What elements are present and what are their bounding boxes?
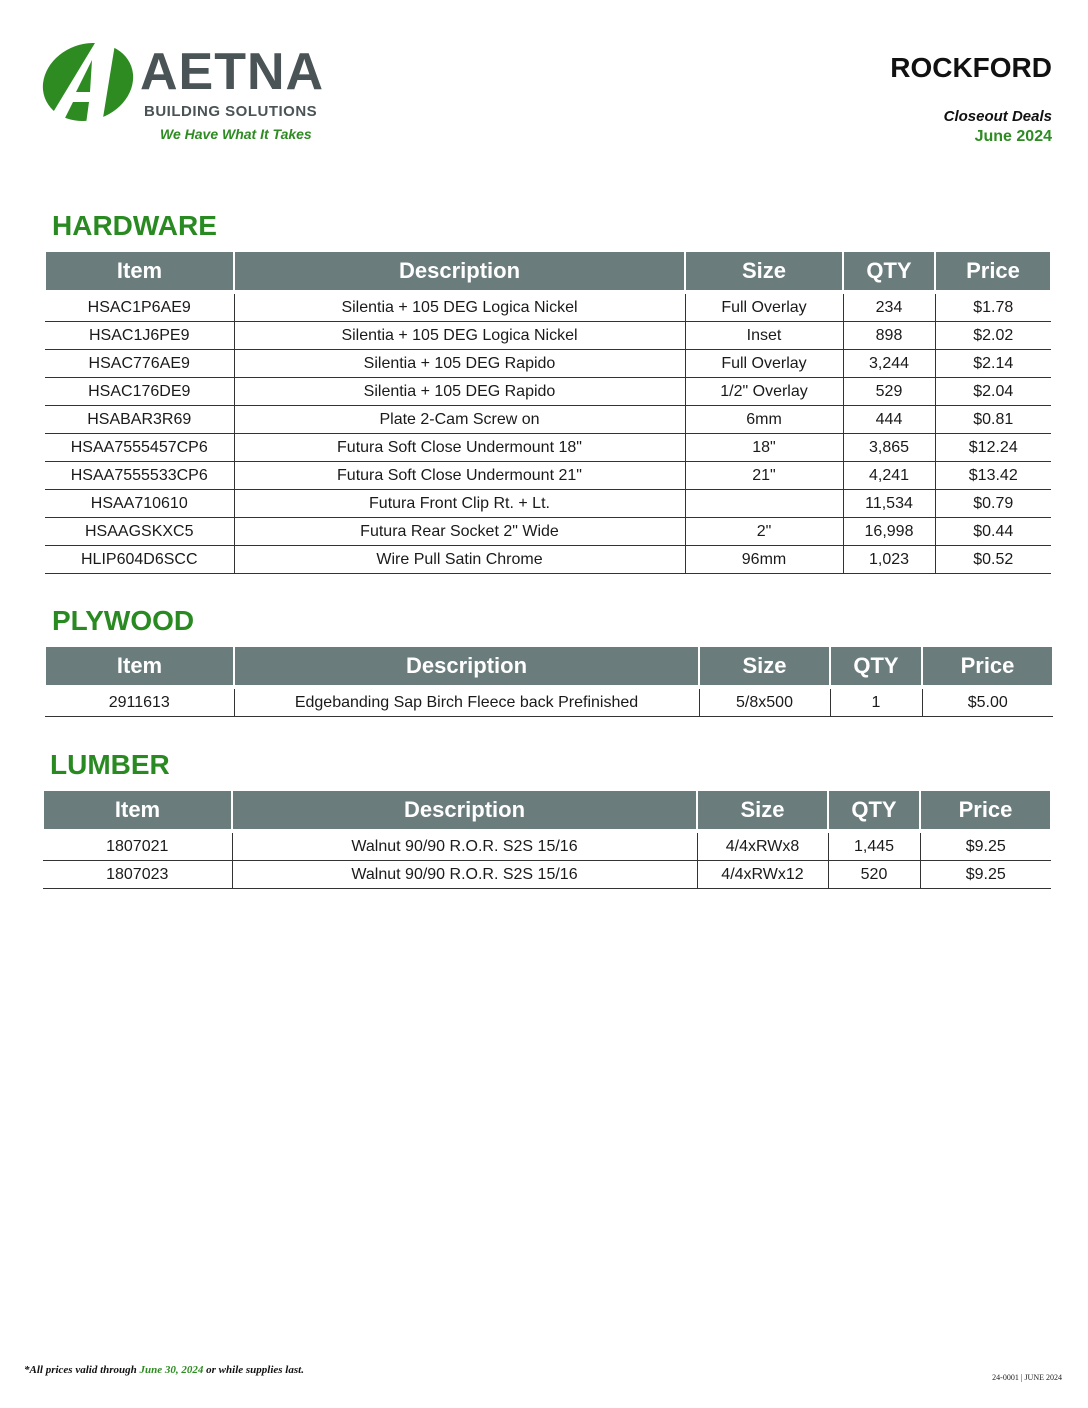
price-validity-note	[24, 1364, 304, 1376]
hardware-table	[44, 252, 1052, 574]
item-cell: HSABAR3R69	[45, 406, 234, 434]
qty-cell: 898	[843, 322, 935, 350]
table-row	[45, 406, 1051, 434]
plywood-table	[44, 647, 1054, 717]
table-row	[45, 378, 1051, 406]
table-row	[45, 687, 1053, 717]
description-cell: Wire Pull Satin Chrome	[234, 546, 685, 574]
price-cell: $0.81	[935, 406, 1051, 434]
location-title: ROCKFORD	[890, 52, 1052, 83]
column-header-price: Price	[920, 791, 1051, 831]
note-prefix: *All prices valid through	[24, 1364, 140, 1376]
column-header-qty: QTY	[830, 647, 922, 687]
column-header-item: Item	[45, 647, 234, 687]
description-cell: Silentia + 105 DEG Logica Nickel	[234, 292, 685, 322]
size-cell: 18"	[685, 434, 843, 462]
deal-month: June 2024	[974, 128, 1052, 145]
size-cell: 5/8x500	[699, 687, 830, 717]
note-date: June 30, 2024	[139, 1364, 204, 1376]
item-cell: HSAA710610	[45, 490, 234, 518]
table-row	[45, 462, 1051, 490]
price-cell: $5.00	[922, 687, 1053, 717]
column-header-description: Description	[234, 252, 685, 292]
column-header-size: Size	[699, 647, 830, 687]
size-cell: 96mm	[685, 546, 843, 574]
qty-cell: 3,865	[843, 434, 935, 462]
column-header-description: Description	[232, 791, 697, 831]
size-cell: Inset	[685, 322, 843, 350]
description-cell: Futura Soft Close Undermount 21"	[234, 462, 685, 490]
size-cell: 21"	[685, 462, 843, 490]
deal-title: Closeout Deals	[943, 108, 1052, 125]
lumber-table	[42, 791, 1052, 889]
section-title-plywood: PLYWOOD	[52, 605, 195, 636]
size-cell	[685, 490, 843, 518]
column-header-item: Item	[45, 252, 234, 292]
size-cell: 6mm	[685, 406, 843, 434]
column-header-qty: QTY	[843, 252, 935, 292]
price-cell: $0.79	[935, 490, 1051, 518]
qty-cell: 1,023	[843, 546, 935, 574]
price-cell: $0.44	[935, 518, 1051, 546]
document-reference: 24-0001 | JUNE 2024	[992, 1373, 1062, 1382]
qty-cell: 11,534	[843, 490, 935, 518]
description-cell: Silentia + 105 DEG Rapido	[234, 378, 685, 406]
column-header-price: Price	[935, 252, 1051, 292]
description-cell: Silentia + 105 DEG Logica Nickel	[234, 322, 685, 350]
price-cell: $2.02	[935, 322, 1051, 350]
size-cell: Full Overlay	[685, 350, 843, 378]
item-cell: 2911613	[45, 687, 234, 717]
table-row	[45, 518, 1051, 546]
column-header-size: Size	[685, 252, 843, 292]
size-cell: 1/2" Overlay	[685, 378, 843, 406]
column-header-description: Description	[234, 647, 699, 687]
item-cell: 1807023	[43, 861, 232, 889]
qty-cell: 4,241	[843, 462, 935, 490]
price-cell: $12.24	[935, 434, 1051, 462]
item-cell: HSAC176DE9	[45, 378, 234, 406]
table-row	[43, 861, 1051, 889]
column-header-qty: QTY	[828, 791, 920, 831]
qty-cell: 16,998	[843, 518, 935, 546]
brand-name: AETNA	[140, 43, 325, 101]
aetna-logo	[40, 38, 350, 148]
note-suffix: or while supplies last.	[203, 1364, 304, 1376]
qty-cell: 444	[843, 406, 935, 434]
description-cell: Plate 2-Cam Screw on	[234, 406, 685, 434]
price-cell: $2.14	[935, 350, 1051, 378]
lumber-header-row	[43, 791, 1051, 831]
item-cell: HSAC1P6AE9	[45, 292, 234, 322]
price-cell: $13.42	[935, 462, 1051, 490]
size-cell: 4/4xRWx8	[697, 831, 828, 861]
price-cell: $9.25	[920, 861, 1051, 889]
size-cell: 4/4xRWx12	[697, 861, 828, 889]
brand-tagline: We Have What It Takes	[160, 126, 312, 142]
table-row	[45, 546, 1051, 574]
qty-cell: 1	[830, 687, 922, 717]
qty-cell: 234	[843, 292, 935, 322]
description-cell: Walnut 90/90 R.O.R. S2S 15/16	[232, 831, 697, 861]
column-header-price: Price	[922, 647, 1053, 687]
table-row	[45, 350, 1051, 378]
price-cell: $0.52	[935, 546, 1051, 574]
description-cell: Futura Rear Socket 2" Wide	[234, 518, 685, 546]
column-header-item: Item	[43, 791, 232, 831]
item-cell: HSAA7555533CP6	[45, 462, 234, 490]
description-cell: Futura Front Clip Rt. + Lt.	[234, 490, 685, 518]
qty-cell: 1,445	[828, 831, 920, 861]
price-cell: $9.25	[920, 831, 1051, 861]
qty-cell: 520	[828, 861, 920, 889]
description-cell: Walnut 90/90 R.O.R. S2S 15/16	[232, 861, 697, 889]
section-title-lumber: LUMBER	[50, 749, 170, 780]
qty-cell: 3,244	[843, 350, 935, 378]
item-cell: HSAC776AE9	[45, 350, 234, 378]
item-cell: HSAAGSKXC5	[45, 518, 234, 546]
table-row	[45, 322, 1051, 350]
aetna-a-icon	[40, 38, 140, 128]
brand-subtitle: BUILDING SOLUTIONS	[144, 103, 318, 120]
item-cell: HLIP604D6SCC	[45, 546, 234, 574]
hardware-header-row	[45, 252, 1051, 292]
table-row	[43, 831, 1051, 861]
item-cell: HSAC1J6PE9	[45, 322, 234, 350]
price-cell: $2.04	[935, 378, 1051, 406]
description-cell: Silentia + 105 DEG Rapido	[234, 350, 685, 378]
item-cell: HSAA7555457CP6	[45, 434, 234, 462]
table-row	[45, 292, 1051, 322]
qty-cell: 529	[843, 378, 935, 406]
table-row	[45, 434, 1051, 462]
plywood-header-row	[45, 647, 1053, 687]
section-title-hardware: HARDWARE	[52, 210, 217, 241]
column-header-size: Size	[697, 791, 828, 831]
description-cell: Futura Soft Close Undermount 18"	[234, 434, 685, 462]
description-cell: Edgebanding Sap Birch Fleece back Prefinished	[234, 687, 699, 717]
price-cell: $1.78	[935, 292, 1051, 322]
size-cell: Full Overlay	[685, 292, 843, 322]
table-row	[45, 490, 1051, 518]
size-cell: 2"	[685, 518, 843, 546]
item-cell: 1807021	[43, 831, 232, 861]
